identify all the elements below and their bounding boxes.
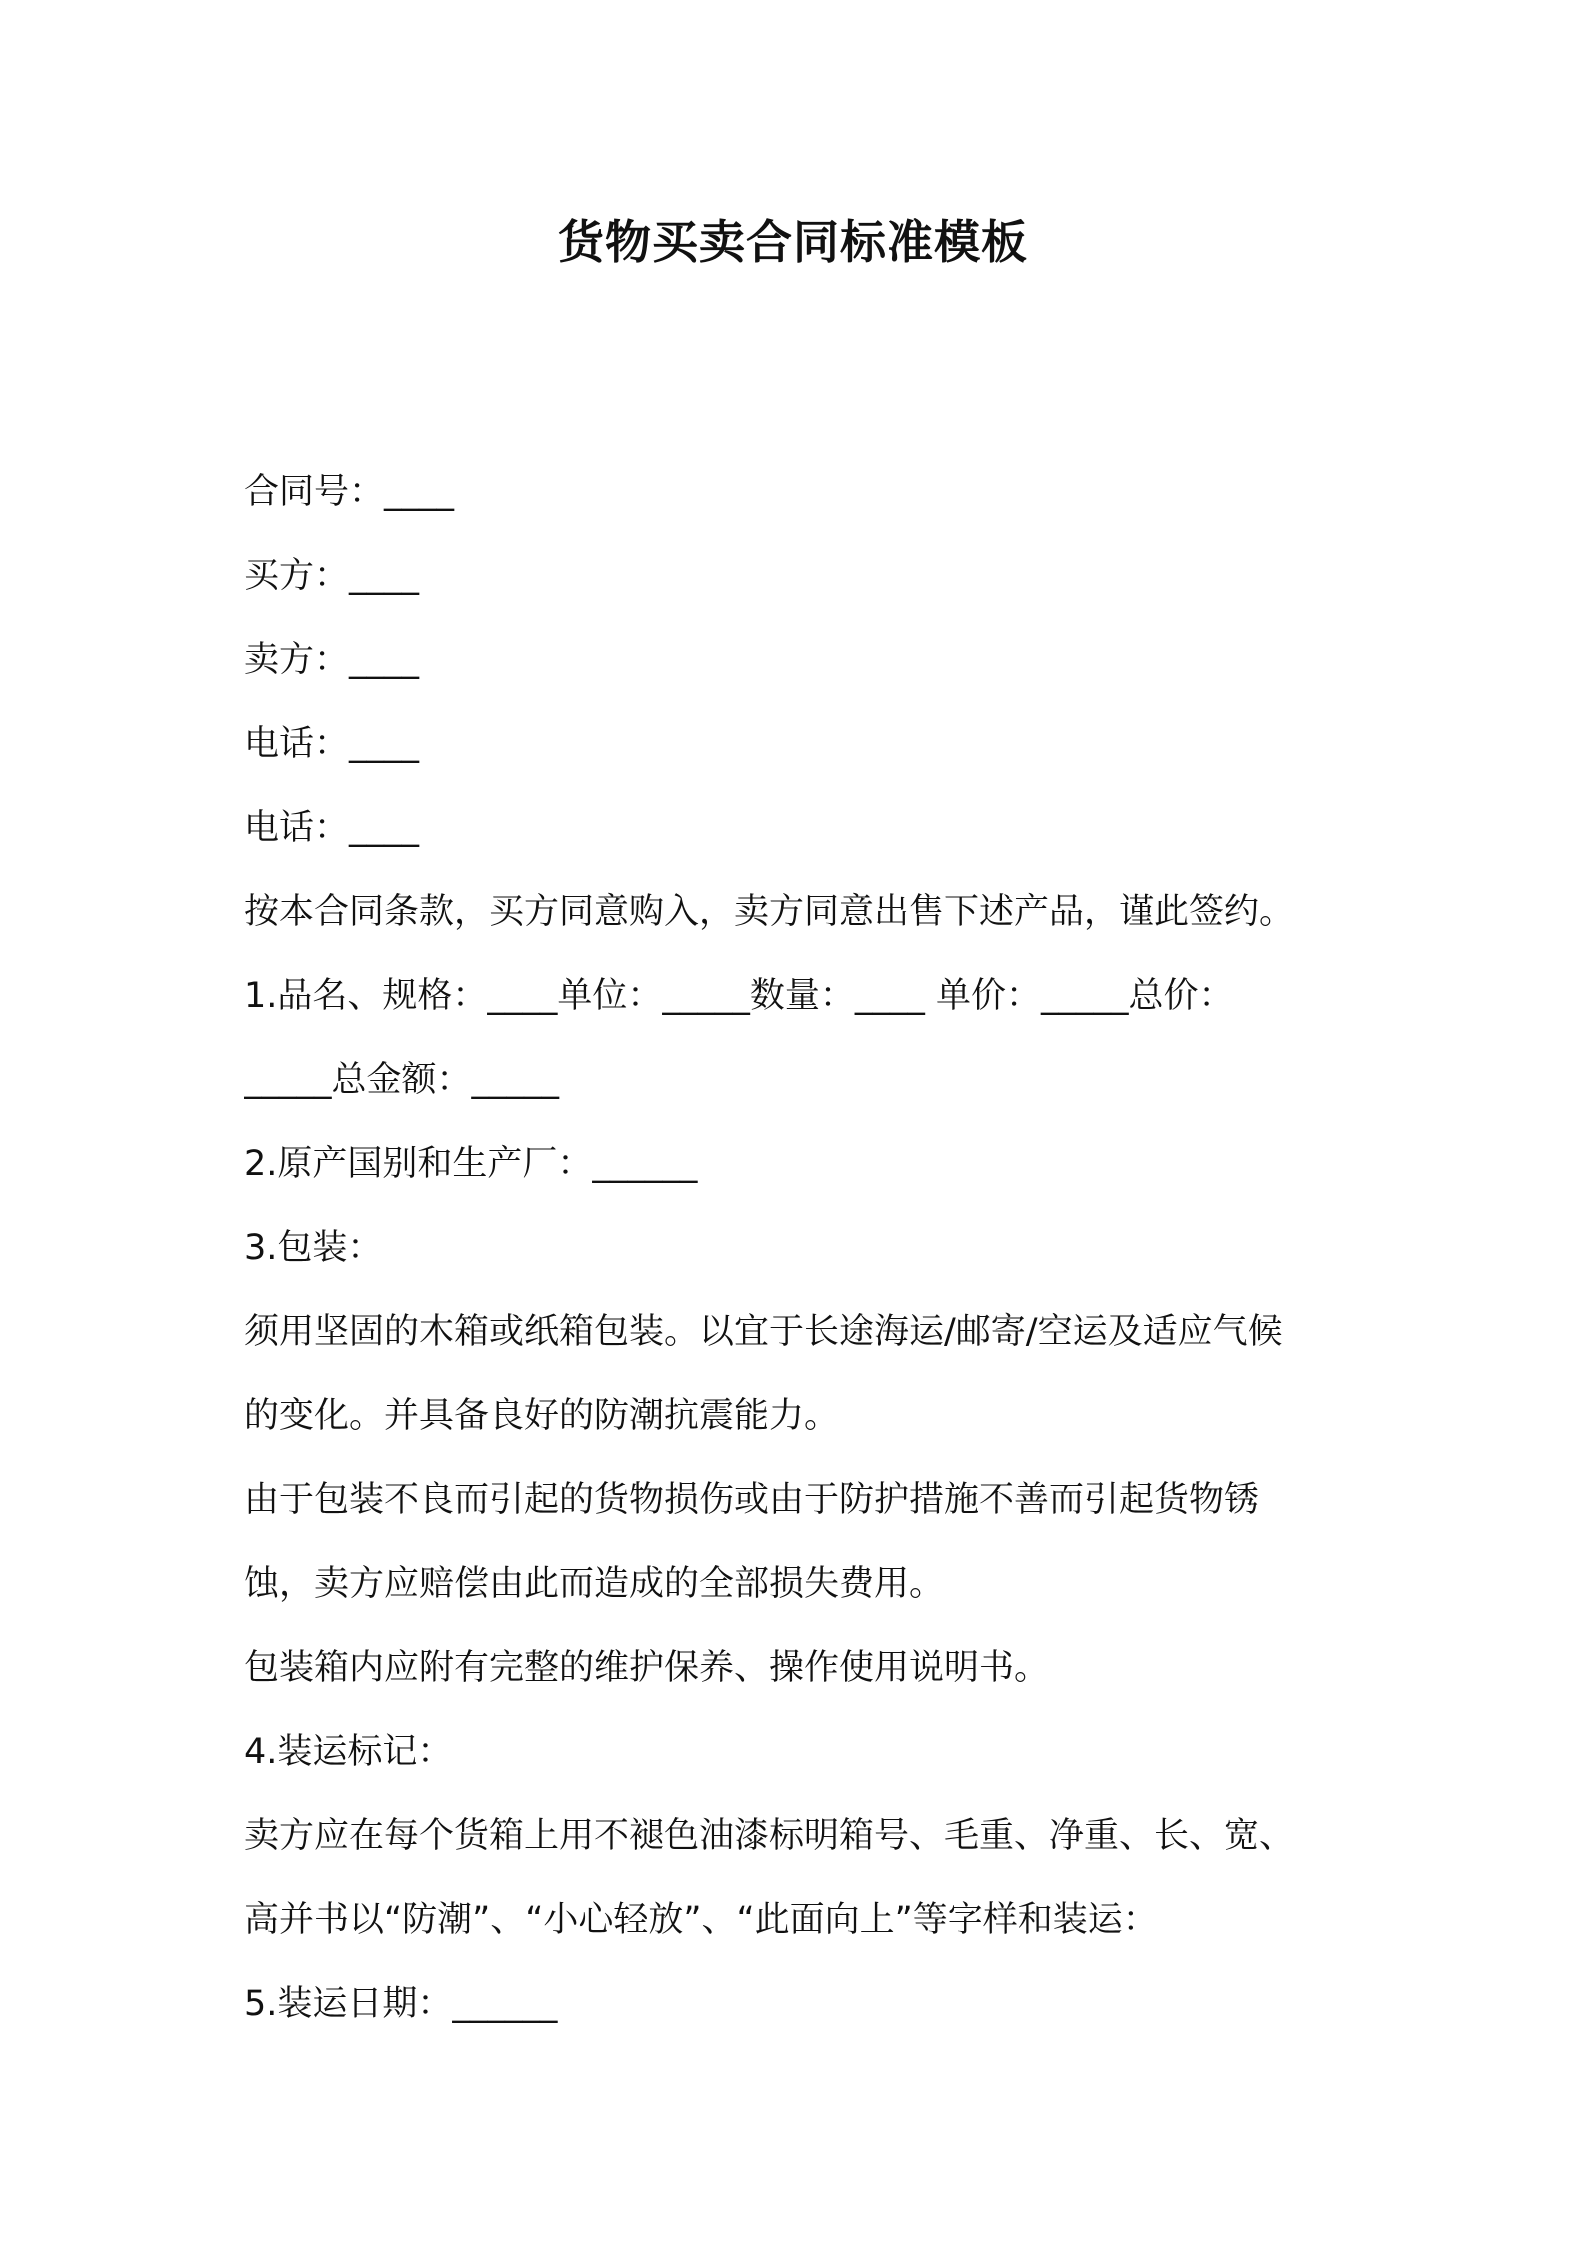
contract-number-line: 合同号：____ (244, 472, 455, 512)
clause-2-origin: 2.原产国别和生产厂：______ (244, 1144, 698, 1184)
phone-line-2: 电话：____ (244, 808, 420, 848)
seller-line: 卖方：____ (244, 640, 420, 680)
agreement-statement: 按本合同条款，买方同意购入，卖方同意出售下述产品，谨此签约。 (244, 892, 1295, 932)
packing-paragraph-1: 须用坚固的木箱或纸箱包装。以宜于长途海运/邮寄/空运及适应气候 (244, 1312, 1283, 1352)
packing-paragraph-1-cont: 的变化。并具备良好的防潮抗震能力。 (244, 1396, 840, 1436)
clause-3-heading: 3.包装： (244, 1228, 383, 1268)
document-title: 货物买卖合同标准模板 (558, 215, 1028, 269)
clause-1-product-cont: _____总金额：_____ (244, 1060, 560, 1100)
packing-paragraph-2: 由于包装不良而引起的货物损伤或由于防护措施不善而引起货物锈 (244, 1480, 1260, 1520)
clause-1-product: 1.品名、规格：____单位：_____数量：____ 单价：_____总价： (244, 976, 1234, 1016)
marking-paragraph-cont: 高并书以“防潮”、“小心轻放”、“此面向上”等字样和装运： (244, 1900, 1158, 1940)
packing-paragraph-3: 包装箱内应附有完整的维护保养、操作使用说明书。 (244, 1648, 1050, 1688)
marking-paragraph: 卖方应在每个货箱上用不褪色油漆标明箱号、毛重、净重、长、宽、 (244, 1816, 1295, 1856)
clause-5-shipment-date: 5.装运日期：______ (244, 1984, 558, 2024)
phone-line-1: 电话：____ (244, 724, 420, 764)
buyer-line: 买方：____ (244, 556, 420, 596)
document-body (244, 450, 1364, 2046)
packing-paragraph-2-cont: 蚀，卖方应赔偿由此而造成的全部损失费用。 (244, 1564, 945, 1604)
clause-4-heading: 4.装运标记： (244, 1732, 453, 1772)
